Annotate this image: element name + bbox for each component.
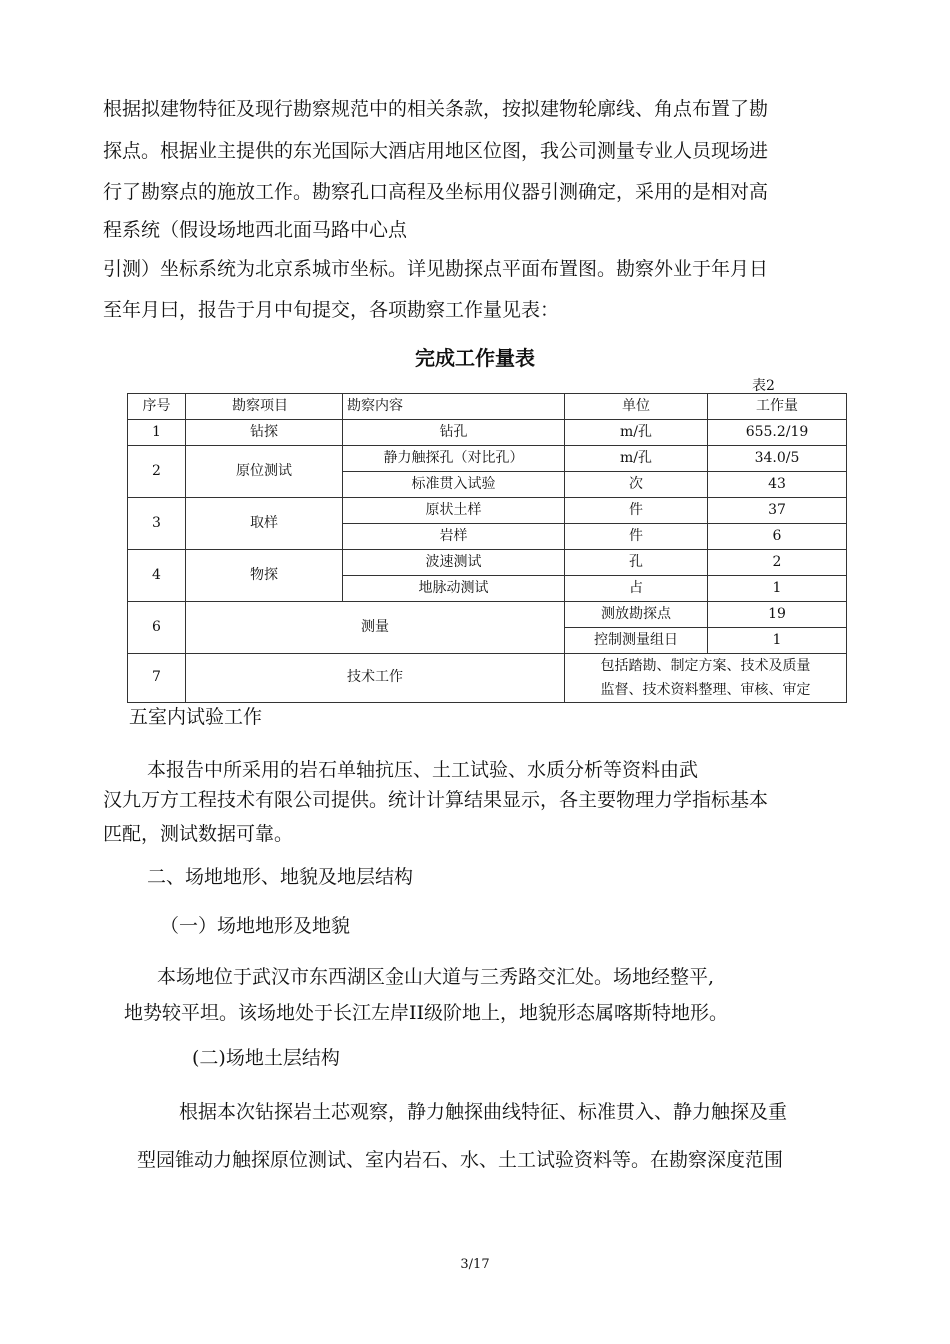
- header-cell: 单位: [565, 394, 708, 420]
- row-number: 4: [128, 550, 186, 602]
- header-cell: 勘察项目: [186, 394, 343, 420]
- workload-table: [127, 393, 847, 703]
- body-line: 本报告中所采用的岩石单轴抗压、土工试验、水质分析等资料由武: [147, 759, 699, 781]
- row-unit: 孔: [565, 550, 708, 576]
- row-unit: 控制测量组日: [565, 628, 708, 654]
- row-number: 1: [128, 420, 186, 446]
- body-line: 引测）坐标系统为北京系城市坐标。详见勘探点平面布置图。勘察外业于年月日: [103, 258, 769, 280]
- row-quantity: 43: [708, 472, 847, 498]
- row-note: [565, 654, 847, 703]
- table-title: 完成工作量表: [415, 346, 535, 370]
- body-line: 本场地位于武汉市东西湖区金山大道与三秀路交汇处。场地经整平,: [157, 966, 715, 988]
- row-quantity: 1: [708, 628, 847, 654]
- row-content: 原状土样: [343, 498, 565, 524]
- note-line: 包括踏勘、制定方案、技术及质量: [600, 658, 811, 674]
- body-line: 探点。根据业主提供的东光国际大酒店用地区位图，我公司测量专业人员现场进: [103, 140, 769, 162]
- row-unit: 测放勘探点: [565, 602, 708, 628]
- body-line: 程系统（假设场地西北面马路中心点: [103, 219, 408, 241]
- row-number: 3: [128, 498, 186, 550]
- header-cell: 勘察内容: [343, 394, 565, 420]
- section-heading: 二、场地地形、地貌及地层结构: [147, 866, 414, 888]
- body-line: 匹配，测试数据可靠。: [103, 823, 294, 845]
- row-content: 钻孔: [343, 420, 565, 446]
- subsection-heading: (二)场地土层结构: [192, 1047, 340, 1069]
- row-item: 技术工作: [186, 654, 565, 703]
- row-quantity: 6: [708, 524, 847, 550]
- row-number: 6: [128, 602, 186, 654]
- table-header-row: [128, 394, 847, 420]
- row-number: 2: [128, 446, 186, 498]
- row-quantity: 34.0/5: [708, 446, 847, 472]
- body-line: 地势较平坦。该场地处于长江左岸II级阶地上，地貌形态属喀斯特地形。: [124, 1002, 729, 1024]
- body-line: 型园锥动力触探原位测试、室内岩石、水、土工试验资料等。在勘察深度范围: [137, 1149, 784, 1171]
- table-row: [128, 602, 847, 628]
- row-unit: m/孔: [565, 420, 708, 446]
- row-item: 物探: [186, 550, 343, 602]
- header-cell: 工作量: [708, 394, 847, 420]
- row-unit: 件: [565, 498, 708, 524]
- row-item: 钻探: [186, 420, 343, 446]
- row-content: 岩样: [343, 524, 565, 550]
- note-line: 监督、技术资料整理、审核、审定: [600, 682, 811, 698]
- body-line: 行了勘察点的施放工作。勘察孔口高程及坐标用仪器引测确定，采用的是相对高: [103, 181, 769, 203]
- row-content: 地脉动测试: [343, 576, 565, 602]
- table-number: 表2: [752, 378, 775, 394]
- body-line: 根据本次钻探岩土芯观察，静力触探曲线特征、标准贯入、静力触探及重: [179, 1101, 788, 1123]
- row-unit: 次: [565, 472, 708, 498]
- row-unit: m/孔: [565, 446, 708, 472]
- row-quantity: 19: [708, 602, 847, 628]
- row-quantity: 37: [708, 498, 847, 524]
- row-content: 标准贯入试验: [343, 472, 565, 498]
- row-item: 取样: [186, 498, 343, 550]
- row-item: 原位测试: [186, 446, 343, 498]
- subsection-heading: （一）场地地形及地貌: [160, 915, 351, 937]
- table-row: [128, 446, 847, 472]
- body-line: 汉九万方工程技术有限公司提供。统计计算结果显示，各主要物理力学指标基本: [103, 789, 769, 811]
- row-content: 静力触探孔（对比孔）: [343, 446, 565, 472]
- table-row: [128, 654, 847, 703]
- body-line: 至年月曰，报告于月中旬提交，各项勘察工作量见表：: [103, 299, 560, 321]
- row-number: 7: [128, 654, 186, 703]
- table-row: [128, 498, 847, 524]
- row-content: 波速测试: [343, 550, 565, 576]
- row-item: 测量: [186, 602, 565, 654]
- section-heading: 五室内试验工作: [129, 706, 263, 728]
- body-line: 根据拟建物特征及现行勘察规范中的相关条款，按拟建物轮廓线、角点布置了勘: [103, 98, 769, 120]
- row-unit: 占: [565, 576, 708, 602]
- row-quantity: 2: [708, 550, 847, 576]
- table-row: [128, 550, 847, 576]
- row-quantity: 655.2/19: [708, 420, 847, 446]
- row-unit: 件: [565, 524, 708, 550]
- page-number: 3/17: [460, 1257, 490, 1272]
- header-cell: 序号: [128, 394, 186, 420]
- row-quantity: 1: [708, 576, 847, 602]
- table-row: [128, 420, 847, 446]
